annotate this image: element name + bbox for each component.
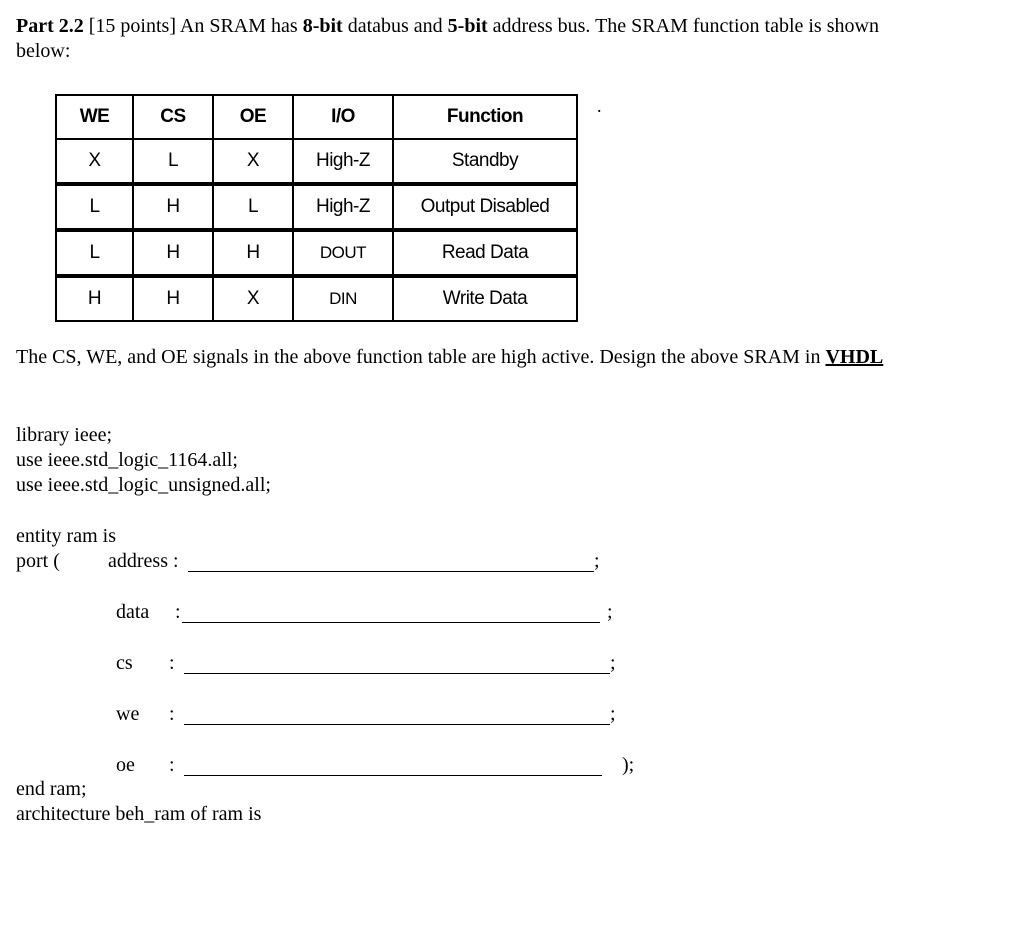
port-data-label: data — [116, 601, 150, 623]
code-architecture: architecture beh_ram of ram is — [16, 803, 262, 825]
cell-oe: H — [213, 230, 293, 276]
port-oe-colon: : — [169, 754, 175, 776]
table-header-row — [56, 95, 577, 139]
header-oe: OE — [213, 95, 293, 139]
code-library: library ieee; — [16, 424, 113, 446]
question-text-a: An SRAM has — [179, 15, 298, 37]
port-data-colon: : — [175, 601, 181, 623]
port-oe-end: ); — [622, 754, 635, 776]
port-data-end: ; — [607, 601, 613, 623]
cell-cs: L — [133, 139, 213, 184]
stray-dot: . — [597, 96, 602, 116]
port-cs-colon: : — [169, 652, 175, 674]
description-line — [16, 345, 883, 369]
cell-oe: X — [213, 276, 293, 321]
part-label: Part 2.2 — [16, 15, 84, 37]
cell-cs: H — [133, 184, 213, 230]
code-port-open: port ( — [16, 550, 60, 572]
description-text: The CS, WE, and OE signals in the above function table are high active. Design the above SRAM in — [16, 346, 821, 368]
port-oe-label: oe — [116, 754, 135, 776]
port-address-blank[interactable] — [188, 571, 594, 572]
cell-io: DOUT — [293, 230, 393, 276]
header-function: Function — [393, 95, 577, 139]
table-row — [56, 230, 577, 276]
cell-function: Read Data — [393, 230, 577, 276]
cell-function: Output Disabled — [393, 184, 577, 230]
sram-function-table — [55, 94, 578, 322]
port-we-end: ; — [610, 703, 616, 725]
points-label: [15 points] — [88, 15, 176, 37]
code-use-1164: use ieee.std_logic_1164.all; — [16, 449, 238, 471]
port-we-blank[interactable] — [184, 724, 610, 725]
cell-cs: H — [133, 230, 213, 276]
header-we: WE — [56, 95, 133, 139]
cell-cs: H — [133, 276, 213, 321]
port-address-label: address : — [108, 550, 179, 572]
port-cs-label: cs — [116, 652, 133, 674]
cell-io: High-Z — [293, 184, 393, 230]
port-address-end: ; — [594, 550, 600, 572]
port-we-label: we — [116, 703, 140, 725]
table-row — [56, 276, 577, 321]
question-line-1 — [16, 14, 879, 38]
cell-oe: X — [213, 139, 293, 184]
table-row — [56, 184, 577, 230]
port-cs-end: ; — [610, 652, 616, 674]
cell-oe: L — [213, 184, 293, 230]
cell-we: X — [56, 139, 133, 184]
question-text-c: address bus. The SRAM function table is shown — [492, 15, 879, 37]
databus-bits: 8-bit — [302, 15, 343, 37]
cell-we: H — [56, 276, 133, 321]
address-bits: 5-bit — [447, 15, 488, 37]
port-cs-blank[interactable] — [184, 673, 610, 674]
code-end-entity: end ram; — [16, 778, 87, 800]
question-text-b: databus and — [347, 15, 443, 37]
cell-function: Standby — [393, 139, 577, 184]
cell-we: L — [56, 230, 133, 276]
port-data-blank[interactable] — [182, 622, 600, 623]
header-io: I/O — [293, 95, 393, 139]
code-use-unsigned: use ieee.std_logic_unsigned.all; — [16, 474, 271, 496]
cell-io: High-Z — [293, 139, 393, 184]
port-we-colon: : — [169, 703, 175, 725]
cell-function: Write Data — [393, 276, 577, 321]
vhdl-label: VHDL — [825, 346, 884, 368]
header-cs: CS — [133, 95, 213, 139]
port-oe-blank[interactable] — [184, 775, 602, 776]
cell-io: DIN — [293, 276, 393, 321]
code-entity: entity ram is — [16, 525, 116, 547]
question-line-2: below: — [16, 40, 71, 62]
table-row — [56, 139, 577, 184]
cell-we: L — [56, 184, 133, 230]
